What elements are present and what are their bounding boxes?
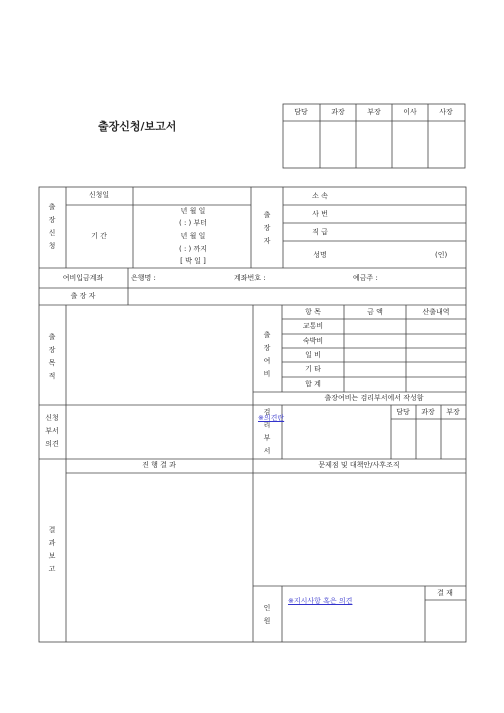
apply-date-label: 신청일: [88, 191, 110, 199]
period-line-start-time: ( : ) 부터: [178, 219, 208, 227]
approval-header-staff: 담당: [294, 108, 308, 116]
page-title: 출장신청/보고서: [98, 120, 177, 133]
seal-mark: (인): [435, 251, 448, 259]
expense-header-amount: 금 액: [367, 308, 383, 316]
section-label-apply: 출 장 신 청: [48, 203, 56, 250]
expense-item-other: 기 타: [305, 365, 321, 373]
approval-header-director: 부장: [367, 108, 381, 116]
sign-label: 결 재: [437, 589, 453, 597]
section-label-report: 결 과 보 고: [48, 526, 56, 573]
expense-header-breakdown: 산출내역: [422, 308, 450, 316]
section-label-expense: 출 장 여 비: [263, 331, 271, 378]
expense-item-transport: 교통비: [302, 322, 324, 330]
approval-header-president: 사장: [439, 108, 453, 116]
report-progress-header: 진 행 결 과: [142, 461, 176, 469]
traveler-row-label: 출 장 자: [70, 292, 96, 300]
section-label-purpose: 출 장 목 적: [48, 333, 56, 380]
review-approval-director: 부장: [446, 408, 460, 416]
expense-item-lodging: 숙박비: [302, 337, 324, 345]
field-rank: 직 급: [312, 228, 328, 236]
field-employee-id: 사 번: [312, 210, 328, 218]
field-name: 성명: [313, 251, 327, 259]
account-holder: 예금주 :: [353, 274, 378, 282]
field-department: 소 속: [312, 192, 328, 200]
period-line-end-date: 년 월 일: [180, 232, 206, 240]
account-label: 여비입금계좌: [62, 274, 104, 282]
period-line-nights: [ 박 일 ]: [180, 257, 206, 265]
approval-header-executive: 이사: [403, 108, 417, 116]
account-bank: 은행명 :: [131, 274, 156, 282]
instruction-opinion-link[interactable]: ※지시사항 혹은 의견: [288, 597, 353, 605]
section-label-personnel: 인 원: [263, 604, 271, 625]
approval-header-manager: 과장: [331, 108, 345, 116]
account-number: 계좌번호 :: [234, 274, 266, 282]
expense-item-total: 합 계: [305, 380, 321, 388]
section-label-review: 검 리 부 서: [263, 408, 271, 455]
expense-item-daily: 일 비: [305, 351, 321, 359]
period-line-end-time: ( : ) 까지: [178, 245, 208, 253]
apply-period-label: 기 간: [91, 232, 107, 240]
section-label-dept-opinion: 신청 부서 의견: [45, 414, 59, 448]
period-line-start-date: 년 월 일: [180, 207, 206, 215]
review-opinion-link[interactable]: ※의견란: [258, 414, 285, 422]
section-label-traveler: 출 장 자: [263, 211, 271, 245]
report-issues-header: 문제점 및 대책안/사후조직: [318, 461, 400, 469]
review-approval-manager: 과장: [421, 408, 435, 416]
expense-note: 출장여비는 검리부서에서 작성함: [324, 394, 424, 402]
review-approval-staff: 담당: [396, 408, 410, 416]
expense-header-item: 항 목: [305, 308, 321, 316]
